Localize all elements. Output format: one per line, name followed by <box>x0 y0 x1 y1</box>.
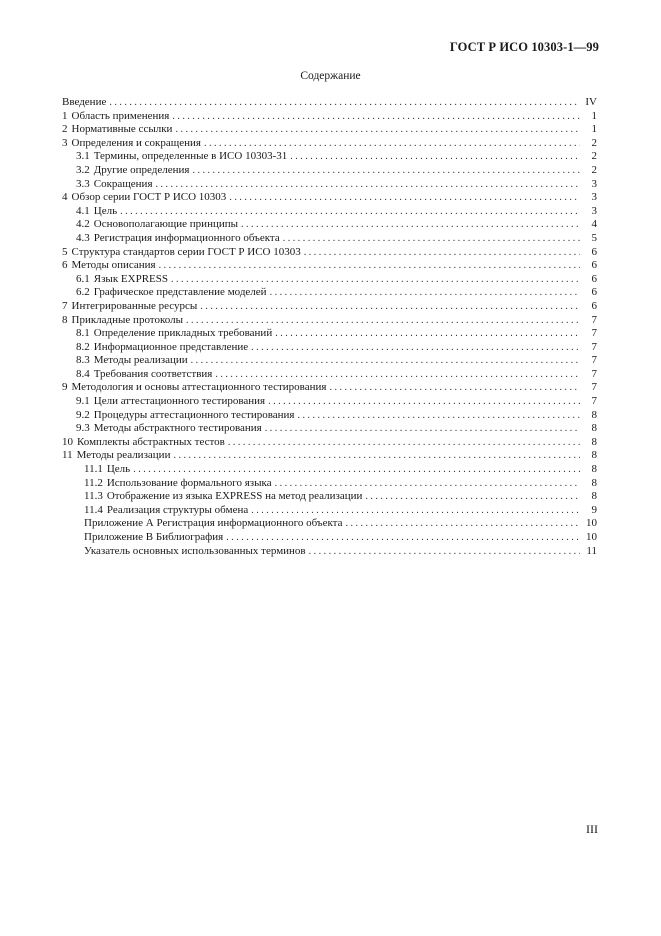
toc-entry-title: Требования соответствия <box>93 367 213 380</box>
toc-entry-number: 11.2 <box>84 476 103 489</box>
toc-dot-leader <box>172 110 580 124</box>
toc-entry-title: Структура стандартов серии ГОСТ Р ИСО 10303 <box>71 245 301 258</box>
toc-entry-page: 6 <box>591 245 597 258</box>
toc-entry-title: Указатель основных использованных терминов <box>84 544 306 557</box>
toc-entry-title: Процедуры аттестационного тестирования <box>93 408 295 421</box>
toc-entry-title: Другие определения <box>93 163 190 176</box>
toc-entry-page: 2 <box>591 136 597 149</box>
toc-entry-number: 11.1 <box>84 463 103 476</box>
toc-dot-leader <box>175 123 580 137</box>
toc-entry-number: 6 <box>62 259 68 272</box>
toc-dot-leader <box>265 422 580 436</box>
toc-entry-title: Введение <box>62 96 107 108</box>
toc-entry[interactable] <box>62 218 597 232</box>
toc-entry-page: 7 <box>591 313 597 326</box>
toc-entry[interactable] <box>62 164 597 178</box>
toc-dot-leader <box>173 449 580 463</box>
toc-entry-number: 4.1 <box>76 204 90 217</box>
toc-entry[interactable] <box>62 490 597 504</box>
toc-entry[interactable] <box>62 232 597 246</box>
toc-entry-page: 8 <box>591 449 597 462</box>
toc-dot-leader <box>229 191 580 205</box>
toc-entry-title: Обзор серии ГОСТ Р ИСО 10303 <box>71 191 227 204</box>
toc-entry-number: 4.3 <box>76 231 90 244</box>
toc-entry-page: 8 <box>591 422 597 435</box>
toc-entry-number: 1 <box>62 109 68 122</box>
toc-entry-page: 11 <box>586 544 597 557</box>
toc-entry-title: Приложение В Библиография <box>84 531 224 543</box>
toc-entry[interactable] <box>62 436 597 450</box>
toc-dot-leader <box>215 368 580 382</box>
toc-entry-title: Комплекты абстрактных тестов <box>77 435 225 448</box>
toc-entry-title: Графическое представление моделей <box>93 286 267 299</box>
toc-entry-number: 6.2 <box>76 286 90 299</box>
toc-entry-page: 9 <box>591 503 597 516</box>
toc-entry-number: 3.1 <box>76 150 90 163</box>
toc-dot-leader <box>270 286 580 300</box>
toc-entry-title: Отображение из языка EXPRESS на метод реализации <box>106 490 363 503</box>
toc-entry-number: 9.1 <box>76 395 90 408</box>
toc-entry-title: Нормативные ссылки <box>71 123 173 136</box>
toc-entry[interactable] <box>62 422 597 436</box>
toc-entry-title: Область применения <box>71 109 170 122</box>
toc-entry[interactable] <box>62 354 597 368</box>
toc-entry[interactable] <box>62 531 597 545</box>
toc-entry-number: 10 <box>62 435 73 448</box>
toc-entry-title: Методология и основы аттестационного тестирования <box>71 381 327 394</box>
toc-entry-title: Информационное представление <box>93 340 249 353</box>
toc-dot-leader <box>186 314 580 328</box>
toc-entry[interactable] <box>62 150 597 164</box>
toc-dot-leader <box>297 409 580 423</box>
toc-entry-number: 9 <box>62 381 68 394</box>
toc-entry[interactable] <box>62 381 597 395</box>
toc-entry-page: 6 <box>591 299 597 312</box>
toc-entry-number: 4 <box>62 191 68 204</box>
toc-entry-title: Определение прикладных требований <box>93 327 273 340</box>
toc-entry-title: Приложение А Регистрация информационного объекта <box>84 517 343 530</box>
toc-entry[interactable] <box>62 368 597 382</box>
toc-entry-page: 7 <box>591 354 597 367</box>
toc-entry-number: 3.3 <box>76 177 90 190</box>
toc-entry-page: IV <box>585 96 597 108</box>
toc-entry-number: 8 <box>62 313 68 326</box>
toc-dot-leader <box>345 517 580 531</box>
toc-entry-title: Использование формального языка <box>106 476 272 489</box>
toc-entry[interactable] <box>62 191 597 205</box>
toc-entry-page: 8 <box>591 435 597 448</box>
toc-entry-page: 8 <box>591 463 597 476</box>
toc-entry-page: 2 <box>591 163 597 176</box>
toc-entry[interactable] <box>62 517 597 531</box>
toc-entry[interactable] <box>62 110 597 124</box>
toc-entry-title: Регистрация информационного объекта <box>93 231 280 244</box>
toc-dot-leader <box>275 477 580 491</box>
toc-dot-leader <box>200 300 580 314</box>
toc-entry-number: 8.2 <box>76 340 90 353</box>
toc-entry-number: 8.1 <box>76 327 90 340</box>
toc-entry[interactable] <box>62 259 597 273</box>
toc-entry-page: 3 <box>591 191 597 204</box>
toc-entry-number: 11.4 <box>84 503 103 516</box>
toc-entry[interactable] <box>62 300 597 314</box>
toc-dot-leader <box>192 164 580 178</box>
toc-entry-number: 11 <box>62 449 73 462</box>
toc-entry-number: 6.1 <box>76 272 90 285</box>
toc-dot-leader <box>268 395 580 409</box>
toc-entry-page: 5 <box>591 231 597 244</box>
toc-entry-title: Цель <box>106 463 131 476</box>
toc-dot-leader <box>226 531 580 545</box>
table-of-contents <box>62 96 597 558</box>
toc-entry-page: 10 <box>586 517 597 530</box>
toc-entry[interactable] <box>62 137 597 151</box>
toc-entry[interactable] <box>62 409 597 423</box>
toc-dot-leader <box>365 490 580 504</box>
toc-entry-page: 7 <box>591 367 597 380</box>
toc-entry-number: 9.3 <box>76 422 90 435</box>
toc-entry-title: Методы реализации <box>76 449 171 462</box>
toc-entry[interactable] <box>62 449 597 463</box>
toc-dot-leader <box>120 205 580 219</box>
toc-dot-leader <box>283 232 580 246</box>
toc-dot-leader <box>171 273 580 287</box>
toc-entry[interactable] <box>62 273 597 287</box>
toc-entry-number: 4.2 <box>76 218 90 231</box>
toc-entry[interactable] <box>62 178 597 192</box>
toc-entry[interactable] <box>62 463 597 477</box>
toc-dot-leader <box>304 246 580 260</box>
toc-entry-title: Термины, определенные в ИСО 10303-31 <box>93 150 288 163</box>
toc-entry-number: 8.3 <box>76 354 90 367</box>
toc-dot-leader <box>290 150 580 164</box>
toc-entry-page: 8 <box>591 490 597 503</box>
toc-dot-leader <box>204 137 580 151</box>
toc-entry-page: 4 <box>591 218 597 231</box>
toc-entry-page: 10 <box>586 531 597 543</box>
toc-entry-title: Цель <box>93 204 118 217</box>
toc-entry-number: 5 <box>62 245 68 258</box>
toc-dot-leader <box>329 381 580 395</box>
toc-entry-page: 6 <box>591 259 597 272</box>
toc-dot-leader <box>156 178 581 192</box>
toc-dot-leader <box>275 327 580 341</box>
toc-entry[interactable] <box>62 545 597 559</box>
toc-dot-leader <box>251 504 580 518</box>
toc-dot-leader <box>309 545 580 559</box>
toc-dot-leader <box>109 96 580 110</box>
toc-entry-page: 1 <box>591 123 597 136</box>
document-header: ГОСТ Р ИСО 10303-1—99 <box>449 40 599 54</box>
toc-title: Содержание <box>300 70 361 82</box>
toc-dot-leader <box>241 218 580 232</box>
toc-entry-number: 9.2 <box>76 408 90 421</box>
toc-entry-page: 3 <box>591 204 597 217</box>
toc-entry[interactable] <box>62 205 597 219</box>
toc-dot-leader <box>159 259 580 273</box>
toc-entry-title: Основополагающие принципы <box>93 218 239 231</box>
toc-entry-page: 2 <box>591 150 597 163</box>
toc-entry-number: 8.4 <box>76 367 90 380</box>
toc-entry[interactable] <box>62 395 597 409</box>
toc-entry[interactable] <box>62 96 597 110</box>
toc-entry[interactable] <box>62 123 597 137</box>
toc-entry-page: 8 <box>591 476 597 489</box>
toc-entry-title: Цели аттестационного тестирования <box>93 395 266 408</box>
toc-entry-page: 7 <box>591 381 597 394</box>
toc-entry-title: Методы реализации <box>93 354 188 367</box>
toc-entry[interactable] <box>62 477 597 491</box>
toc-entry-title: Методы описания <box>71 259 156 272</box>
toc-dot-leader <box>228 436 580 450</box>
toc-entry[interactable] <box>62 314 597 328</box>
toc-entry-title: Язык EXPRESS <box>93 272 168 285</box>
toc-dot-leader <box>191 354 580 368</box>
toc-dot-leader <box>251 341 580 355</box>
toc-entry-page: 6 <box>591 286 597 299</box>
toc-entry-number: 11.3 <box>84 490 103 503</box>
toc-entry[interactable] <box>62 286 597 300</box>
toc-entry-title: Определения и сокращения <box>71 136 201 149</box>
toc-entry-page: 7 <box>591 327 597 340</box>
toc-entry-page: 3 <box>591 177 597 190</box>
toc-entry-number: 2 <box>62 123 68 136</box>
toc-entry-number: 3 <box>62 136 68 149</box>
toc-entry[interactable] <box>62 504 597 518</box>
toc-entry-page: 6 <box>591 272 597 285</box>
toc-entry-page: 8 <box>591 408 597 421</box>
toc-entry-page: 7 <box>591 395 597 408</box>
toc-entry-page: 1 <box>591 109 597 122</box>
toc-entry-page: 7 <box>591 340 597 353</box>
toc-entry-title: Реализация структуры обмена <box>106 503 249 516</box>
toc-dot-leader <box>133 463 580 477</box>
toc-entry-title: Сокращения <box>93 177 153 190</box>
toc-entry-title: Методы абстрактного тестирования <box>93 422 262 435</box>
toc-entry[interactable] <box>62 246 597 260</box>
toc-entry[interactable] <box>62 341 597 355</box>
page-number: III <box>586 822 598 836</box>
toc-entry-number: 7 <box>62 299 68 312</box>
toc-entry-number: 3.2 <box>76 163 90 176</box>
toc-entry[interactable] <box>62 327 597 341</box>
toc-entry-title: Интегрированные ресурсы <box>71 299 198 312</box>
toc-entry-title: Прикладные протоколы <box>71 313 183 326</box>
